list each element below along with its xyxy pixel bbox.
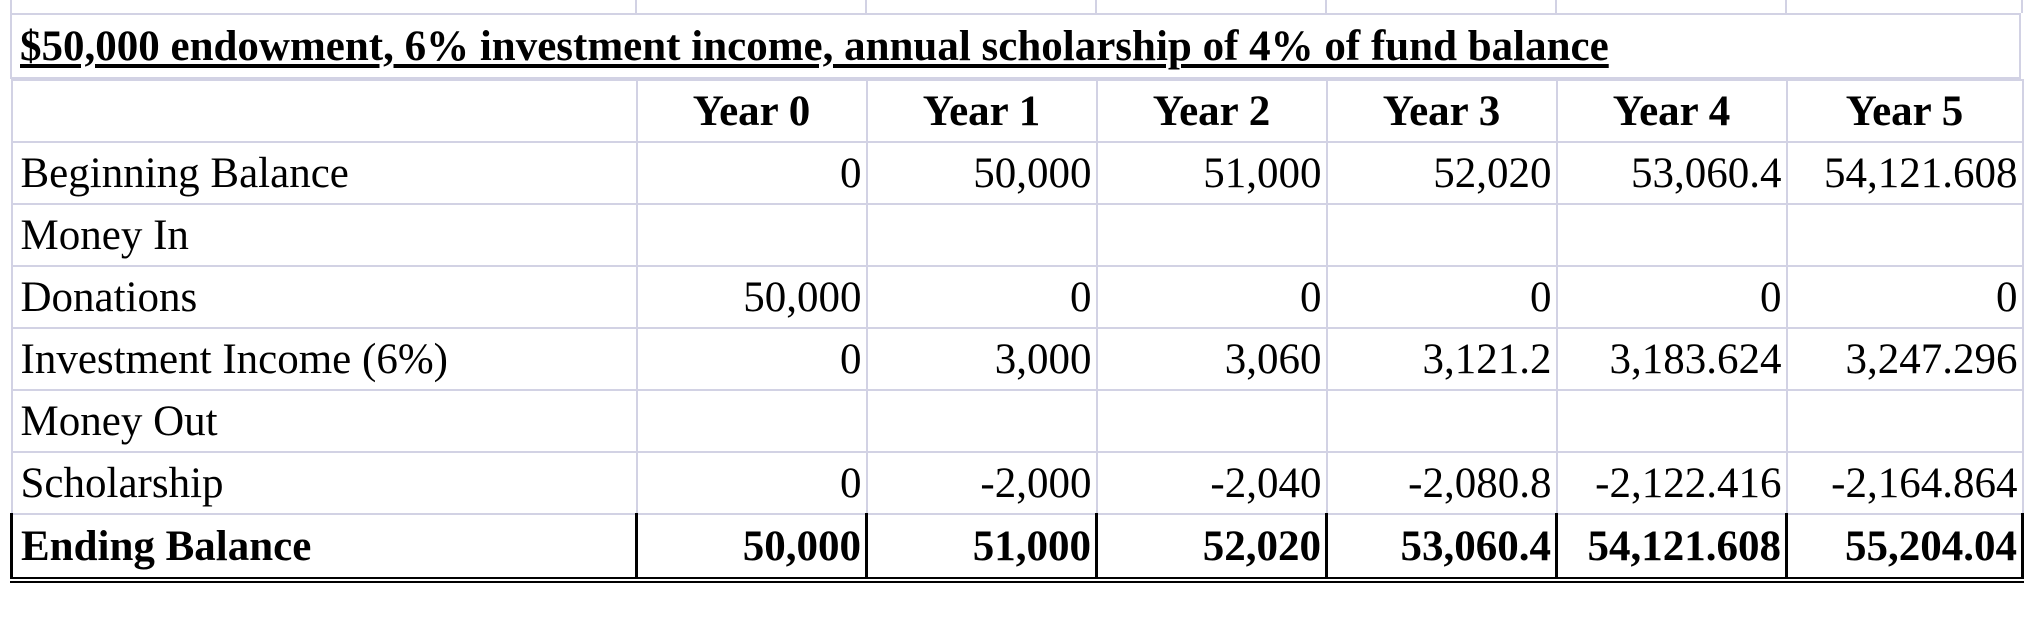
- table-cell[interactable]: [1327, 204, 1557, 266]
- table-cell[interactable]: [1557, 390, 1787, 452]
- table-cell[interactable]: 0: [1327, 266, 1557, 328]
- strip-cell[interactable]: [1787, 0, 2023, 13]
- table-cell[interactable]: -2,040: [1097, 452, 1327, 514]
- table-cell[interactable]: 0: [1787, 266, 2023, 328]
- table-cell[interactable]: -2,080.8: [1327, 452, 1557, 514]
- strip-cell[interactable]: [637, 0, 867, 13]
- table-cell[interactable]: 3,247.296: [1787, 328, 2023, 390]
- table-cell[interactable]: 3,060: [1097, 328, 1327, 390]
- table-cell[interactable]: [1097, 390, 1327, 452]
- row-label[interactable]: Donations: [12, 266, 637, 328]
- strip-cell[interactable]: [867, 0, 1097, 13]
- header-year-5[interactable]: Year 5: [1787, 80, 2023, 142]
- table-cell[interactable]: 3,000: [867, 328, 1097, 390]
- table-cell[interactable]: 50,000: [637, 266, 867, 328]
- row-investment-income: [12, 328, 2023, 390]
- table-cell[interactable]: 50,000: [637, 514, 867, 580]
- previous-row-strip: [10, 0, 2021, 13]
- row-label[interactable]: Money Out: [12, 390, 637, 452]
- spreadsheet: [10, 0, 2021, 620]
- strip-cell[interactable]: [1327, 0, 1557, 13]
- table-cell[interactable]: 53,060.4: [1327, 514, 1557, 580]
- table-cell[interactable]: 0: [1097, 266, 1327, 328]
- table-cell[interactable]: 55,204.04: [1787, 514, 2023, 580]
- table-cell[interactable]: [867, 390, 1097, 452]
- header-year-4[interactable]: Year 4: [1557, 80, 1787, 142]
- strip-cell[interactable]: [1097, 0, 1327, 13]
- table-cell[interactable]: 52,020: [1097, 514, 1327, 580]
- table-cell[interactable]: -2,122.416: [1557, 452, 1787, 514]
- table-cell[interactable]: [1097, 204, 1327, 266]
- table-cell[interactable]: 53,060.4: [1557, 142, 1787, 204]
- table-cell[interactable]: [1787, 390, 2023, 452]
- table-cell[interactable]: 0: [867, 266, 1097, 328]
- header-year-1[interactable]: Year 1: [867, 80, 1097, 142]
- header-year-0[interactable]: Year 0: [637, 80, 867, 142]
- table-cell[interactable]: 0: [1557, 266, 1787, 328]
- row-ending-balance: [12, 514, 2023, 580]
- row-scholarship: [12, 452, 2023, 514]
- row-label[interactable]: Beginning Balance: [12, 142, 637, 204]
- row-money-in: [12, 204, 2023, 266]
- header-year-3[interactable]: Year 3: [1327, 80, 1557, 142]
- row-label[interactable]: Investment Income (6%): [12, 328, 637, 390]
- row-beginning-balance: [12, 142, 2023, 204]
- table-cell[interactable]: 3,121.2: [1327, 328, 1557, 390]
- table-cell[interactable]: 0: [637, 328, 867, 390]
- table-cell[interactable]: 52,020: [1327, 142, 1557, 204]
- header-cell-label[interactable]: [12, 80, 637, 142]
- table-cell[interactable]: 3,183.624: [1557, 328, 1787, 390]
- table-title[interactable]: $50,000 endowment, 6% investment income, annual scholarship of 4% of fund balance: [10, 13, 2021, 79]
- row-money-out: [12, 390, 2023, 452]
- table-cell[interactable]: [637, 390, 867, 452]
- row-label[interactable]: Money In: [12, 204, 637, 266]
- table-cell[interactable]: [637, 204, 867, 266]
- header-year-2[interactable]: Year 2: [1097, 80, 1327, 142]
- strip-cell[interactable]: [12, 0, 637, 13]
- table-cell[interactable]: 0: [637, 452, 867, 514]
- table-cell[interactable]: 0: [637, 142, 867, 204]
- table-cell[interactable]: [1787, 204, 2023, 266]
- row-label[interactable]: Scholarship: [12, 452, 637, 514]
- table-cell[interactable]: [1557, 204, 1787, 266]
- header-row: [12, 80, 2023, 142]
- table-cell[interactable]: 51,000: [1097, 142, 1327, 204]
- row-donations: [12, 266, 2023, 328]
- table-cell[interactable]: [1327, 390, 1557, 452]
- table-cell[interactable]: [867, 204, 1097, 266]
- strip-cell[interactable]: [1557, 0, 1787, 13]
- table-cell[interactable]: -2,164.864: [1787, 452, 2023, 514]
- table-cell[interactable]: 51,000: [867, 514, 1097, 580]
- table-cell[interactable]: 50,000: [867, 142, 1097, 204]
- row-label[interactable]: Ending Balance: [12, 514, 637, 580]
- endowment-table: [10, 79, 2024, 583]
- table-cell[interactable]: -2,000: [867, 452, 1097, 514]
- table-cell[interactable]: 54,121.608: [1557, 514, 1787, 580]
- table-cell[interactable]: 54,121.608: [1787, 142, 2023, 204]
